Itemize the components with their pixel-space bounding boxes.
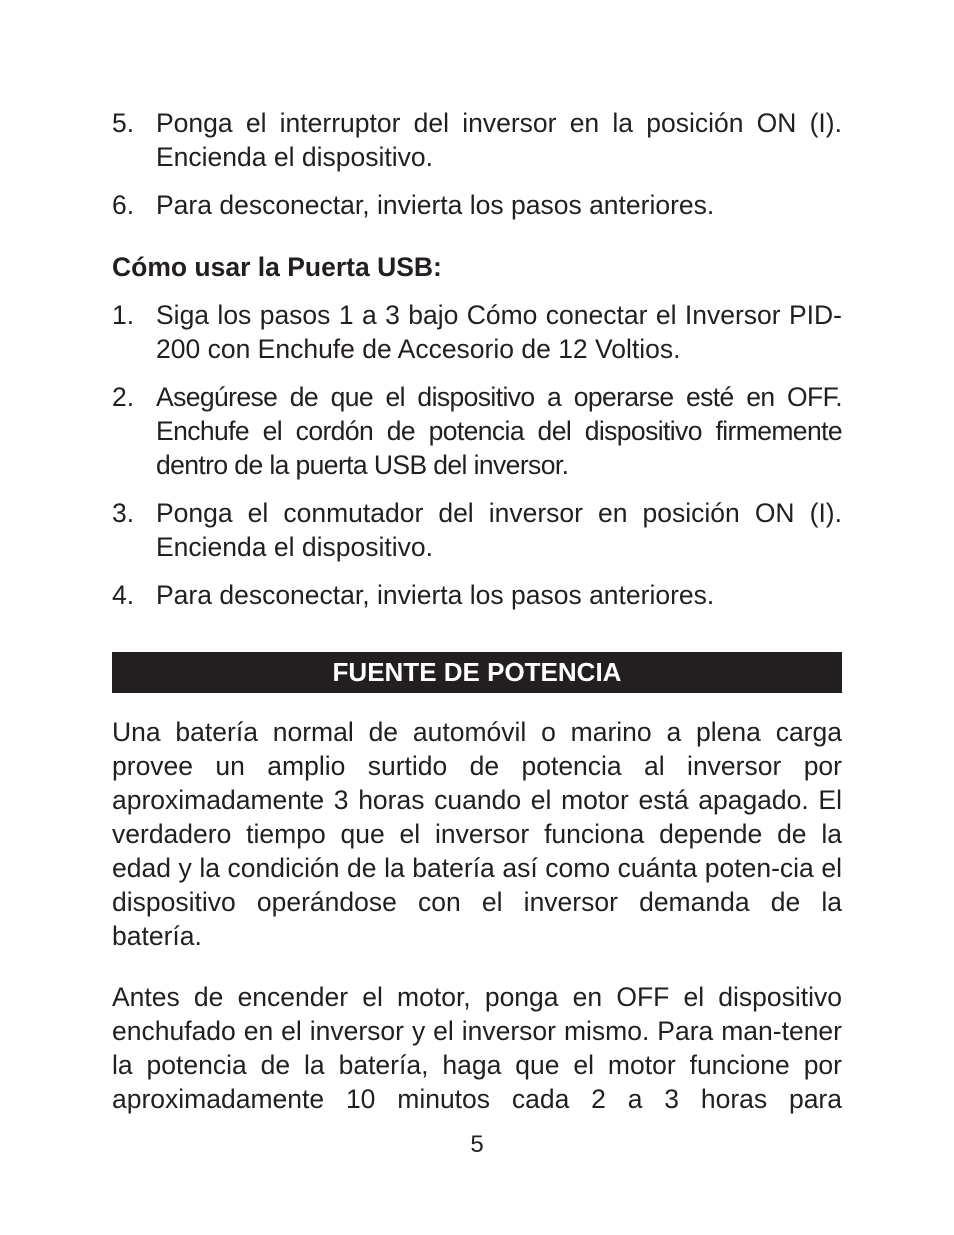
step-text: Asegúrese de que el dispositivo a operarse esté en OFF. Enchufe el cordón de potencia del dispositivo firmemente dentro de la puerta USB del inversor. bbox=[156, 382, 842, 480]
step-number: 1. bbox=[112, 300, 135, 330]
list-item bbox=[112, 578, 842, 612]
step-text: Ponga el interruptor del inversor en la posición ON (I). Encienda el dispositivo. bbox=[156, 108, 842, 172]
page-number: 5 bbox=[470, 1131, 484, 1158]
list-item bbox=[112, 496, 842, 564]
step-text: Para desconectar, invierta los pasos anteriores. bbox=[156, 580, 715, 610]
step-text: Para desconectar, invierta los pasos anteriores. bbox=[156, 190, 715, 220]
step-text: Ponga el conmutador del inversor en posición ON (I). Encienda el dispositivo. bbox=[156, 498, 842, 562]
step-number: 4. bbox=[112, 580, 135, 610]
list-item bbox=[112, 188, 842, 222]
body-paragraph: Antes de encender el motor, ponga en OFF el dispositivo enchufado en el inversor y el inversor mismo. Para man-tener la potencia de la batería, haga que el motor funcione por aproximadamente 10 minutos cada 2 a 3 horas para bbox=[112, 982, 842, 1114]
step-text: Siga los pasos 1 a 3 bajo Cómo conectar el Inversor PID-200 con Enchufe de Accesorio de 12 Voltios. bbox=[156, 300, 842, 364]
usb-step-list bbox=[112, 298, 842, 612]
list-item bbox=[112, 106, 842, 174]
list-item bbox=[112, 298, 842, 366]
step-number: 3. bbox=[112, 498, 135, 528]
body-paragraph: Una batería normal de automóvil o marino a plena carga provee un amplio surtido de potencia al inversor por aproximadamente 3 horas cuando el motor está apagado. El verdadero tiempo que el inversor funciona depende de la edad y la condición de la batería así como cuánta poten-cia el dispositivo operándose con el inversor demanda de la batería. bbox=[112, 717, 842, 951]
step-number: 5. bbox=[112, 108, 135, 138]
top-step-list bbox=[112, 106, 842, 222]
step-number: 2. bbox=[112, 382, 135, 412]
step-number: 6. bbox=[112, 190, 135, 220]
page-content bbox=[112, 106, 842, 1116]
usb-heading: Cómo usar la Puerta USB: bbox=[112, 252, 442, 282]
section-title-bar: FUENTE DE POTENCIA bbox=[112, 652, 842, 693]
list-item bbox=[112, 380, 842, 482]
